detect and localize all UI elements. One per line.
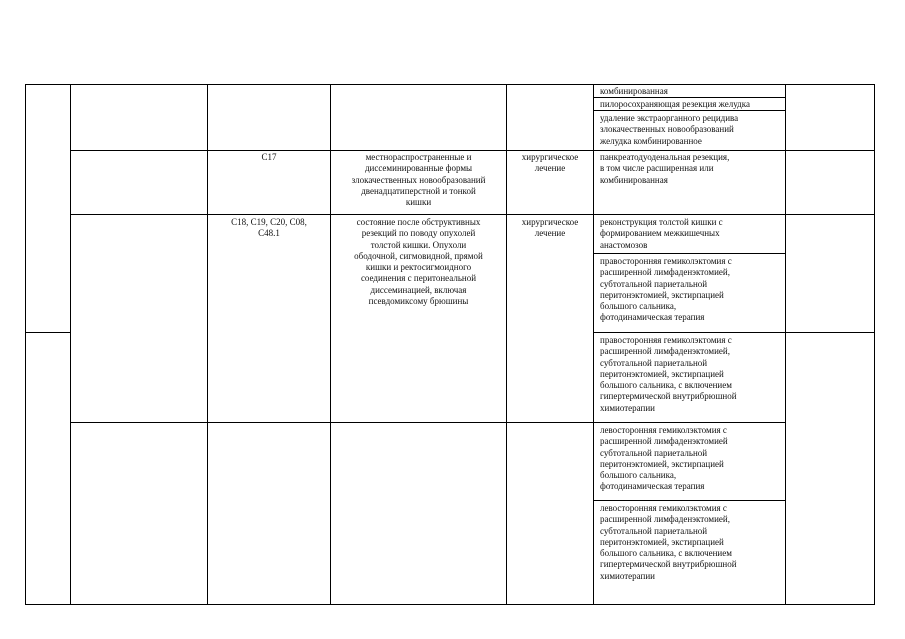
condition-description: состояние после обструктивных резекций по поводу опухолей толстой кишки. Опухоли ободочной, сигмовидной, прямой кишки и ректосигмоидного соединения с перитонеальной диссеминацией, включая псевдомиксому брюшины <box>354 217 483 307</box>
col-divider-1 <box>70 84 71 605</box>
treat-divider-e <box>593 253 785 254</box>
treatment-item: правосторонняя гемиколэктомия с расширенной лимфаденэктомией, субтотальной париетальной перитонэктомией, экстирпацией большого сальника, фотодинамическая терапия <box>600 256 732 323</box>
treatment-item: пилоросохраняющая резекция желудка <box>600 99 750 109</box>
row-divider-3-left <box>70 422 593 423</box>
row-divider-1-left <box>70 150 593 151</box>
treat-divider-d <box>593 214 785 215</box>
treatment-item: реконструкция толстой кишки с формированием межкишечных анастомозов <box>600 217 723 250</box>
treatment-item: правосторонняя гемиколэктомия с расширенной лимфаденэктомией, субтотальной париетальной перитонэктомией, экстирпацией большого сальника, с включением гипертермической внутрибрюшной химиотерапии <box>600 335 737 413</box>
last-col-divider-3 <box>785 332 875 333</box>
diagnosis-code: C18, C19, C20, C08, C48.1 <box>231 217 307 239</box>
row-divider-2-left <box>70 214 593 215</box>
last-col-divider-1 <box>785 150 875 151</box>
treatment-type: хирургическое лечение <box>521 217 579 239</box>
col-divider-5 <box>593 84 594 605</box>
diagnosis-code: C17 <box>261 152 277 162</box>
table-top-border <box>25 84 875 85</box>
treatment-item: левосторонняя гемиколэктомия с расширенной лимфаденэктомией субтотальной париетальной перитонэктомией, экстирпацией большого сальника, фотодинамическая терапия <box>600 425 728 492</box>
treatment-item: комбинированная <box>600 86 668 96</box>
treatment-type: хирургическое лечение <box>521 152 579 174</box>
last-col-divider-2 <box>785 214 875 215</box>
treat-divider-c <box>593 150 785 151</box>
treatment-item: панкреатодуоденальная резекция, в том числе расширенная или комбинированная <box>600 152 730 185</box>
table-left-border <box>25 84 26 605</box>
table-right-border <box>874 84 875 605</box>
table-bottom-border <box>25 604 875 605</box>
condition-description: местнораспространенные и диссеминированные формы злокачественных новообразований двенадцатиперстной и тонкой кишки <box>351 152 486 208</box>
treat-divider-g <box>593 422 785 423</box>
treat-divider-h <box>593 500 785 501</box>
treatment-item: удаление экстраорганного рецидива злокачественных новообразований желудка комбинированное <box>600 113 739 146</box>
treat-divider-f <box>593 332 785 333</box>
treatment-item: левосторонняя гемиколэктомия с расширенной лимфаденэктомией, субтотальной париетальной перитонэктомией, экстирпацией большого сальника, с включением гипертермической внутрибрюшной химиотерапии <box>600 503 737 581</box>
col-divider-6 <box>785 84 786 605</box>
first-col-divider <box>25 332 71 333</box>
